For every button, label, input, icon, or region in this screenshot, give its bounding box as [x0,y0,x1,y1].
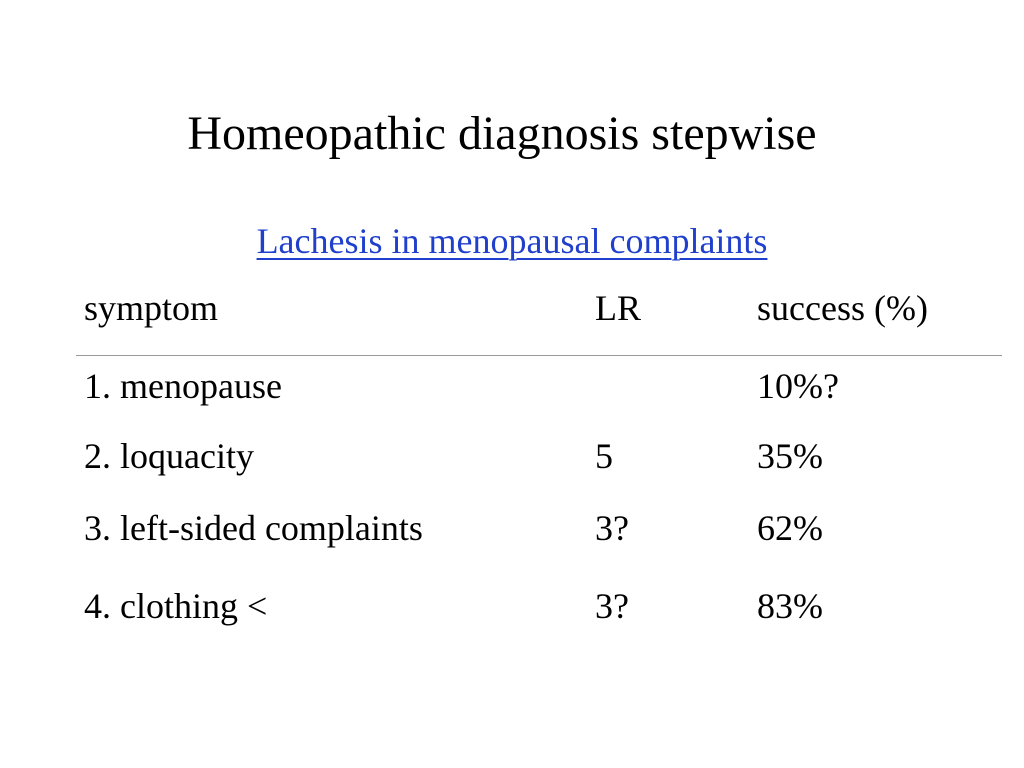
cell-symptom: 2. loquacity [84,436,254,476]
cell-success: 10%? [757,366,839,406]
cell-symptom: 4. clothing < [84,586,268,626]
header-symptom: symptom [84,288,219,328]
cell-success: 35% [757,436,823,476]
cell-lr: 3? [595,508,629,548]
cell-lr: 5 [595,436,613,476]
cell-success: 83% [757,586,823,626]
cell-symptom: 3. left-sided complaints [84,508,423,548]
cell-symptom: 1. menopause [84,366,282,406]
header-lr: LR [595,288,642,328]
subtitle-container [0,216,1024,266]
cell-lr: 3? [595,586,629,626]
subtitle-link[interactable]: Lachesis in menopausal complaints [256,221,768,261]
header-divider [76,355,1002,356]
slide-title: Homeopathic diagnosis stepwise [187,107,817,160]
header-success: success (%) [757,288,928,328]
cell-success: 62% [757,508,823,548]
